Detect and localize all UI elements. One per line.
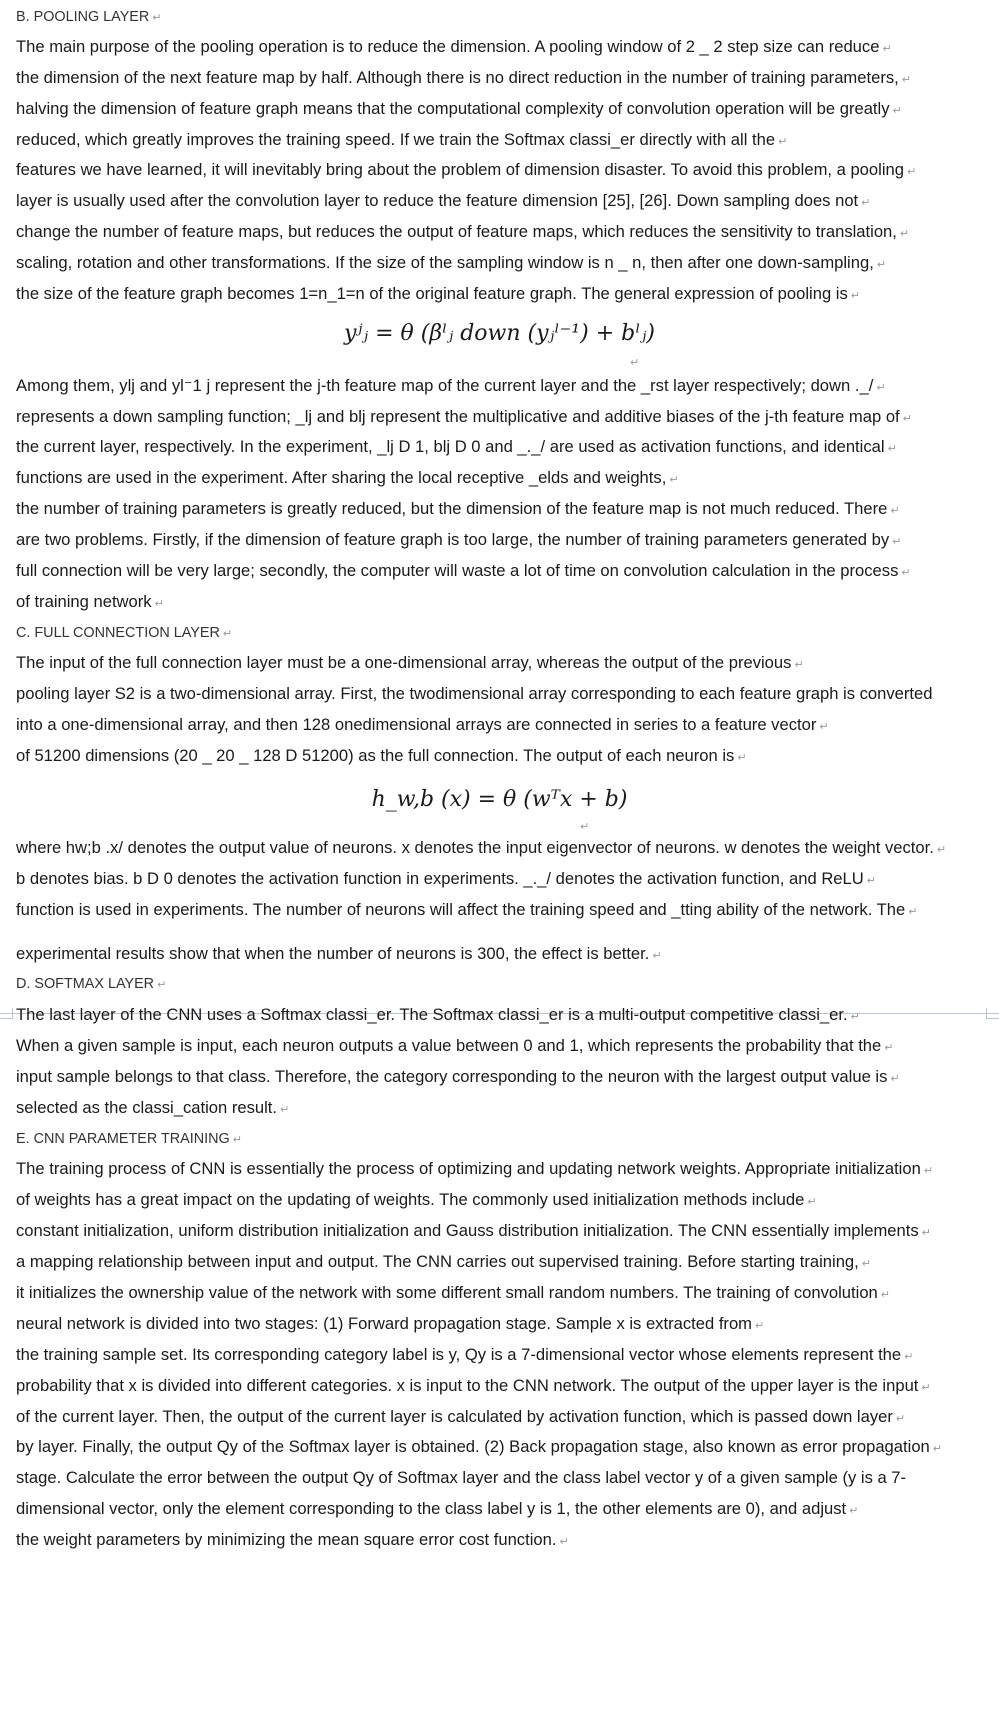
- text-line: where hw;b .x/ denotes the output value of neurons. x denotes the input eigenvector of neurons. w denotes the weight vector. ↵: [16, 838, 947, 857]
- text-line: it initializes the ownership value of the network with some different small random numbers. The training of convolution ↵: [16, 1283, 890, 1302]
- text-line: a mapping relationship between input and output. The CNN carries out supervised training. Before starting training, ↵: [16, 1252, 871, 1271]
- text-line: The main purpose of the pooling operation is to reduce the dimension. A pooling window of 2 _ 2 step size can reduce ↵: [16, 37, 892, 56]
- text-line: are two problems. Firstly, if the dimension of feature graph is too large, the number of training parameters generated by ↵: [16, 530, 902, 549]
- text-line: the training sample set. Its corresponding category label is y, Qy is a 7-dimensional vector whose elements represent the ↵: [16, 1345, 914, 1364]
- text-line: scaling, rotation and other transformations. If the size of the sampling window is n _ n, then after one down-sampling, ↵: [16, 253, 887, 272]
- text-line: selected as the classi_cation result. ↵: [16, 1098, 290, 1117]
- section-heading-pooling-layer: B. POOLING LAYER ↵: [16, 9, 162, 25]
- text-line: halving the dimension of feature graph means that the computational complexity of convolution operation will be greatly ↵: [16, 99, 902, 118]
- text-line: dimensional vector, only the element corresponding to the class label y is 1, the other elements are 0), and adjust ↵: [16, 1499, 859, 1518]
- text-line: The last layer of the CNN uses a Softmax classi_er. The Softmax classi_er is a multi-output competitive classi_er. ↵: [16, 1005, 860, 1024]
- text-line: layer is usually used after the convolution layer to reduce the feature dimension [25], [26]. Down sampling does not ↵: [16, 191, 871, 210]
- text-line: the dimension of the next feature map by half. Although there is no direct reduction in the number of training parameters, ↵: [16, 68, 911, 87]
- equation-paragraph-mark: ↵: [630, 357, 640, 369]
- section-heading-cnn-parameter-training: E. CNN PARAMETER TRAINING ↵: [16, 1131, 242, 1147]
- text-line: the weight parameters by minimizing the mean square error cost function. ↵: [16, 1530, 569, 1549]
- section-heading-full-connection-layer: C. FULL CONNECTION LAYER ↵: [16, 625, 233, 641]
- text-line: Among them, ylj and yl⁻1 j represent the j-th feature map of the current layer and the _rst layer respectively; down ._/ ↵: [16, 376, 886, 395]
- text-line: reduced, which greatly improves the training speed. If we train the Softmax classi_er directly with all the ↵: [16, 130, 788, 149]
- text-line: experimental results show that when the number of neurons is 300, the effect is better. ↵: [16, 944, 662, 963]
- page-break-right-marker: [986, 1008, 999, 1019]
- text-line: b denotes bias. b D 0 denotes the activation function in experiments. _._/ denotes the activation function, and ReLU ↵: [16, 869, 876, 888]
- equation-paragraph-mark: ↵: [580, 821, 590, 833]
- text-line: function is used in experiments. The number of neurons will affect the training speed and _tting ability of the network. The ↵: [16, 900, 918, 919]
- text-line: the size of the feature graph becomes 1=n_1=n of the original feature graph. The general expression of pooling is ↵: [16, 284, 860, 303]
- text-line: change the number of feature maps, but reduces the output of feature maps, which reduces the sensitivity to translation, ↵: [16, 222, 910, 241]
- text-line: pooling layer S2 is a two-dimensional array. First, the twodimensional array corresponding to each feature graph is converted: [16, 684, 933, 703]
- text-line: full connection will be very large; secondly, the computer will waste a lot of time on convolution calculation in the process ↵: [16, 561, 911, 580]
- text-line: the number of training parameters is greatly reduced, but the dimension of the feature map is not much reduced. There ↵: [16, 499, 900, 518]
- text-line: into a one-dimensional array, and then 128 onedimensional arrays are connected in series to a feature vector ↵: [16, 715, 829, 734]
- text-line: of the current layer. Then, the output of the current layer is calculated by activation function, which is passed down layer ↵: [16, 1407, 906, 1426]
- text-line: When a given sample is input, each neuron outputs a value between 0 and 1, which represents the probability that the ↵: [16, 1036, 894, 1055]
- text-line: The input of the full connection layer must be a one-dimensional array, whereas the output of the previous ↵: [16, 653, 804, 672]
- text-line: features we have learned, it will inevitably bring about the problem of dimension disaster. To avoid this problem, a pooling ↵: [16, 160, 917, 179]
- text-line: input sample belongs to that class. Therefore, the category corresponding to the neuron with the largest output value is ↵: [16, 1067, 900, 1086]
- text-line: stage. Calculate the error between the output Qy of Softmax layer and the class label vector y of a given sample (y is a 7-: [16, 1468, 907, 1487]
- text-line: neural network is divided into two stages: (1) Forward propagation stage. Sample x is extracted from ↵: [16, 1314, 765, 1333]
- pooling-equation: yʲⱼ = θ (βˡⱼ down (yⱼˡ⁻¹) + bˡⱼ): [344, 321, 655, 346]
- text-line: by layer. Finally, the output Qy of the Softmax layer is obtained. (2) Back propagation stage, also known as error propagation ↵: [16, 1437, 942, 1456]
- text-line: the current layer, respectively. In the experiment, _lj D 1, blj D 0 and _._/ are used as activation functions, and identical ↵: [16, 437, 897, 456]
- neuron-output-equation: h_w,b (x) = θ (wᵀx + b): [371, 787, 628, 812]
- text-line: of 51200 dimensions (20 _ 20 _ 128 D 51200) as the full connection. The output of each neuron is ↵: [16, 746, 747, 765]
- text-line: probability that x is divided into different categories. x is input to the CNN network. The output of the upper layer is the input ↵: [16, 1376, 931, 1395]
- text-line: functions are used in the experiment. After sharing the local receptive _elds and weights, ↵: [16, 468, 679, 487]
- section-heading-softmax-layer: D. SOFTMAX LAYER ↵: [16, 976, 167, 992]
- text-line: represents a down sampling function; _lj and blj represent the multiplicative and additive biases of the j-th feature map of ↵: [16, 407, 912, 426]
- text-line: of weights has a great impact on the updating of weights. The commonly used initialization methods include ↵: [16, 1190, 817, 1209]
- text-line: constant initialization, uniform distribution initialization and Gauss distribution initialization. The CNN essentially implements ↵: [16, 1221, 931, 1240]
- text-line: The training process of CNN is essentially the process of optimizing and updating network weights. Appropriate initialization ↵: [16, 1159, 934, 1178]
- text-line: of training network ↵: [16, 592, 164, 611]
